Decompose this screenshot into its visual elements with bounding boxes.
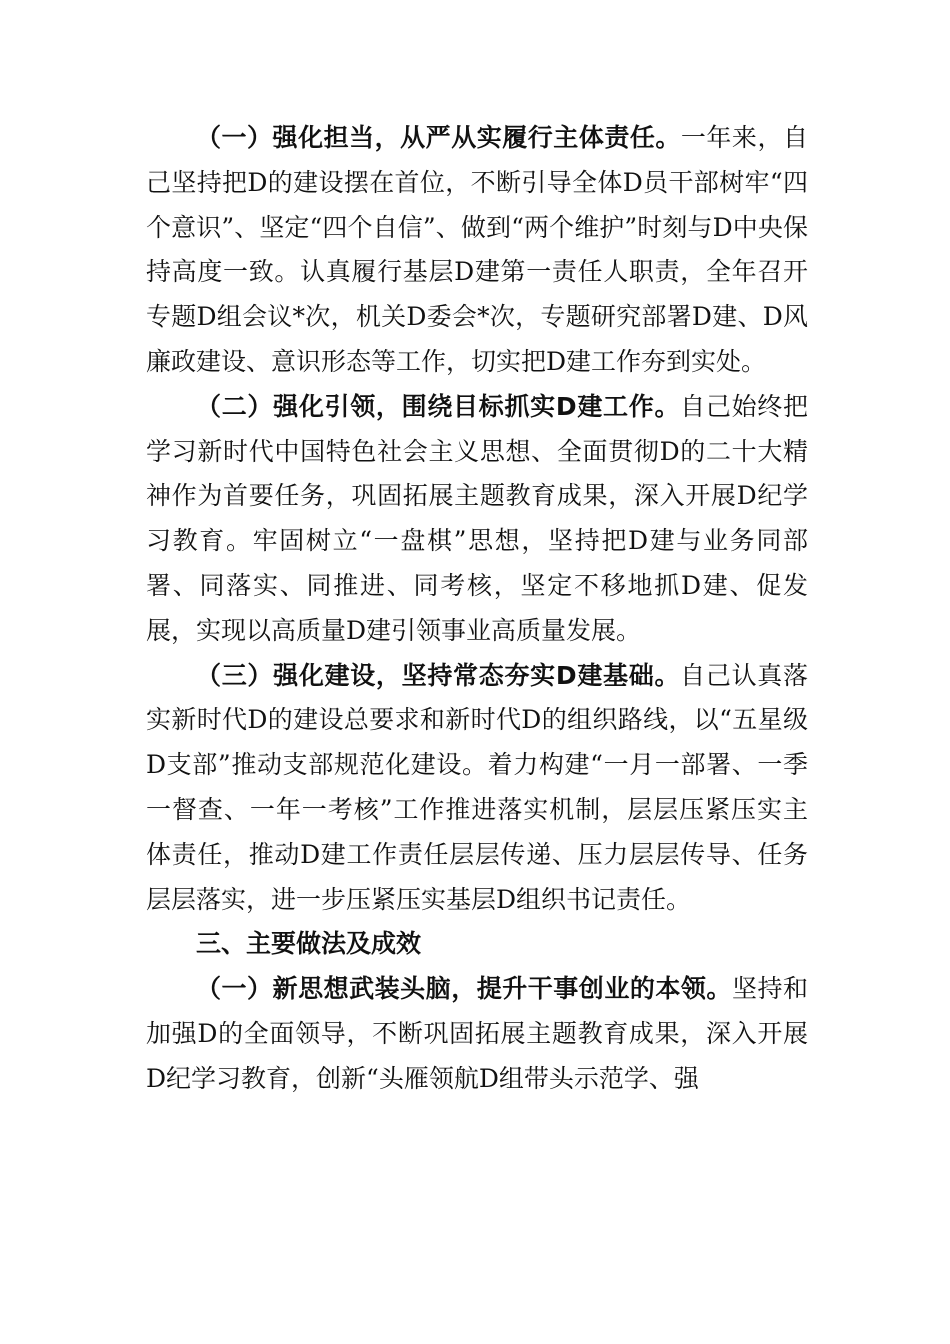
paragraph-1: [146, 116, 808, 385]
paragraph-3-body: 自己认真落实新时代D的建设总要求和新时代D的组织路线，以“五星级D支部”推动支部规范化建设。着力构建“一月一部署、一季一督查、一年一考核”工作推进落实机制，层层压紧压实主体责任，推动D建工作责任层层传递、压力层层传导、任务层层落实，进一步压紧压实基层D组织书记责任。: [146, 660, 808, 914]
paragraph-1-body: 一年来，自己坚持把D的建设摆在首位，不断引导全体D员干部树牢“四个意识”、坚定“四个自信”、做到“两个维护”时刻与D中央保持高度一致。认真履行基层D建第一责任人职责，全年召开专题D组会议*次，机关D委会*次，专题研究部署D建、D风廉政建设、意识形态等工作，切实把D建工作夯到实处。: [146, 123, 808, 376]
paragraph-2-lead: （二）强化引领，围绕目标抓实D建工作。: [196, 391, 681, 421]
paragraph-4-lead: （一）新思想武装头脑，提升干事创业的本领。: [196, 974, 732, 1004]
paragraph-3-lead: （三）强化建设，坚持常态夯实D建基础。: [196, 660, 681, 690]
paragraph-3: [146, 654, 808, 923]
paragraph-2-body: 自己始终把学习新时代中国特色社会主义思想、全面贯彻D的二十大精神作为首要任务，巩固拓展主题教育成果，深入开展D纪学习教育。牢固树立“一盘棋”思想，坚持把D建与业务同部署、同落实、同推进、同考核，坚定不移地抓D建、促发展，实现以高质量D建引领事业高质量发展。: [146, 391, 808, 645]
paragraph-4-body: 坚持和加强D的全面领导，不断巩固拓展主题教育成果，深入开展D纪学习教育，创新“头雁领航D组带头示范学、强: [146, 974, 808, 1093]
paragraph-2: [146, 385, 808, 654]
paragraph-4: [146, 967, 808, 1101]
section-heading: 三、主要做法及成效: [196, 929, 422, 959]
paragraph-1-lead: （一）强化担当，从严从实履行主体责任。: [196, 123, 681, 152]
document-body: [146, 116, 808, 1102]
